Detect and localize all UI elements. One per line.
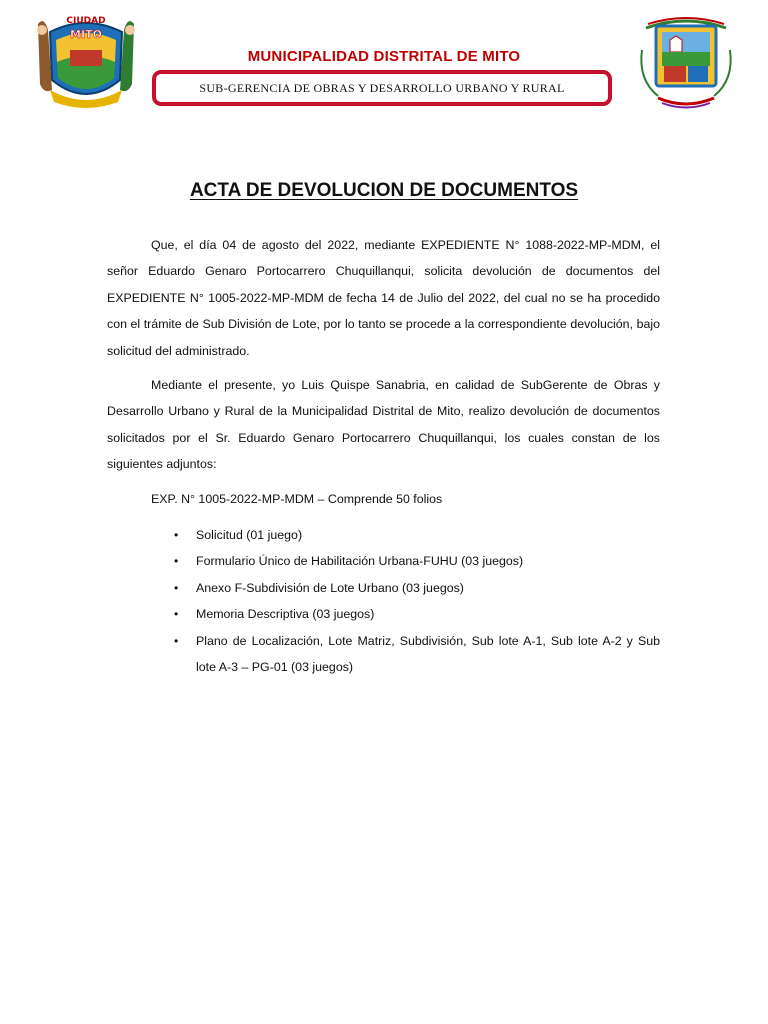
document-body [107, 232, 660, 681]
list-item [107, 548, 660, 574]
list-item [107, 522, 660, 548]
list-item [107, 601, 660, 627]
bullet-icon: • [174, 580, 179, 595]
bullet-icon: • [174, 633, 179, 648]
list-item-text: Plano de Localización, Lote Matriz, Subdivisión, Sub lote A-1, Sub lote A-2 y Sub lote A-3 – PG-01 (03 juegos) [196, 633, 660, 675]
list-item-text: Anexo F-Subdivisión de Lote Urbano (03 juegos) [196, 580, 464, 595]
district-emblem-logo [634, 10, 738, 110]
subgerencia-banner [152, 70, 612, 106]
attachments-list [107, 522, 660, 680]
list-item-text: Memoria Descriptiva (03 juegos) [196, 607, 375, 622]
paragraph-intro: Que, el día 04 de agosto del 2022, mediante EXPEDIENTE N° 1088-2022-MP-MDM, el señor Eduardo Genaro Portocarrero Chuquillanqui, solicita devolución de documentos del EXPEDIENTE N° 1005-2022-MP-MDM de fecha 14 de Julio del 2022, del cual no se ha procedido con el trámite de Sub División de Lote, por lo tanto se procede a la correspondiente devolución, bajo solicitud del administrado. [107, 238, 660, 358]
bullet-icon: • [174, 554, 179, 569]
municipality-shield-logo [30, 10, 142, 110]
list-item [107, 575, 660, 601]
svg-text:MITO: MITO [70, 28, 102, 41]
municipality-name: MUNICIPALIDAD DISTRITAL DE MITO [247, 48, 521, 65]
svg-text:CIUDAD: CIUDAD [66, 16, 106, 26]
document-title: ACTA DE DEVOLUCION DE DOCUMENTOS [189, 180, 579, 201]
list-item-text: Formulario Único de Habilitación Urbana-FUHU (03 juegos) [196, 554, 524, 569]
bullet-icon: • [174, 607, 179, 622]
expediente-line: EXP. N° 1005-2022-MP-MDM – Comprende 50 folios [151, 491, 443, 506]
paragraph-declaration: Mediante el presente, yo Luis Quispe Sanabria, en calidad de SubGerente de Obras y Desarrollo Urbano y Rural de la Municipalidad Distrital de Mito, realizo devolución de documentos solicitados por el Sr. Eduardo Genaro Portocarrero Chuquillanqui, los cuales constan de los siguientes adjuntos: [107, 378, 660, 472]
bullet-icon: • [174, 528, 179, 543]
list-item-text: Solicitud (01 juego) [196, 528, 303, 543]
subgerencia-name: SUB-GERENCIA DE OBRAS Y DESARROLLO URBANO Y RURAL [199, 80, 565, 95]
list-item [107, 628, 660, 681]
letterhead [0, 0, 768, 120]
